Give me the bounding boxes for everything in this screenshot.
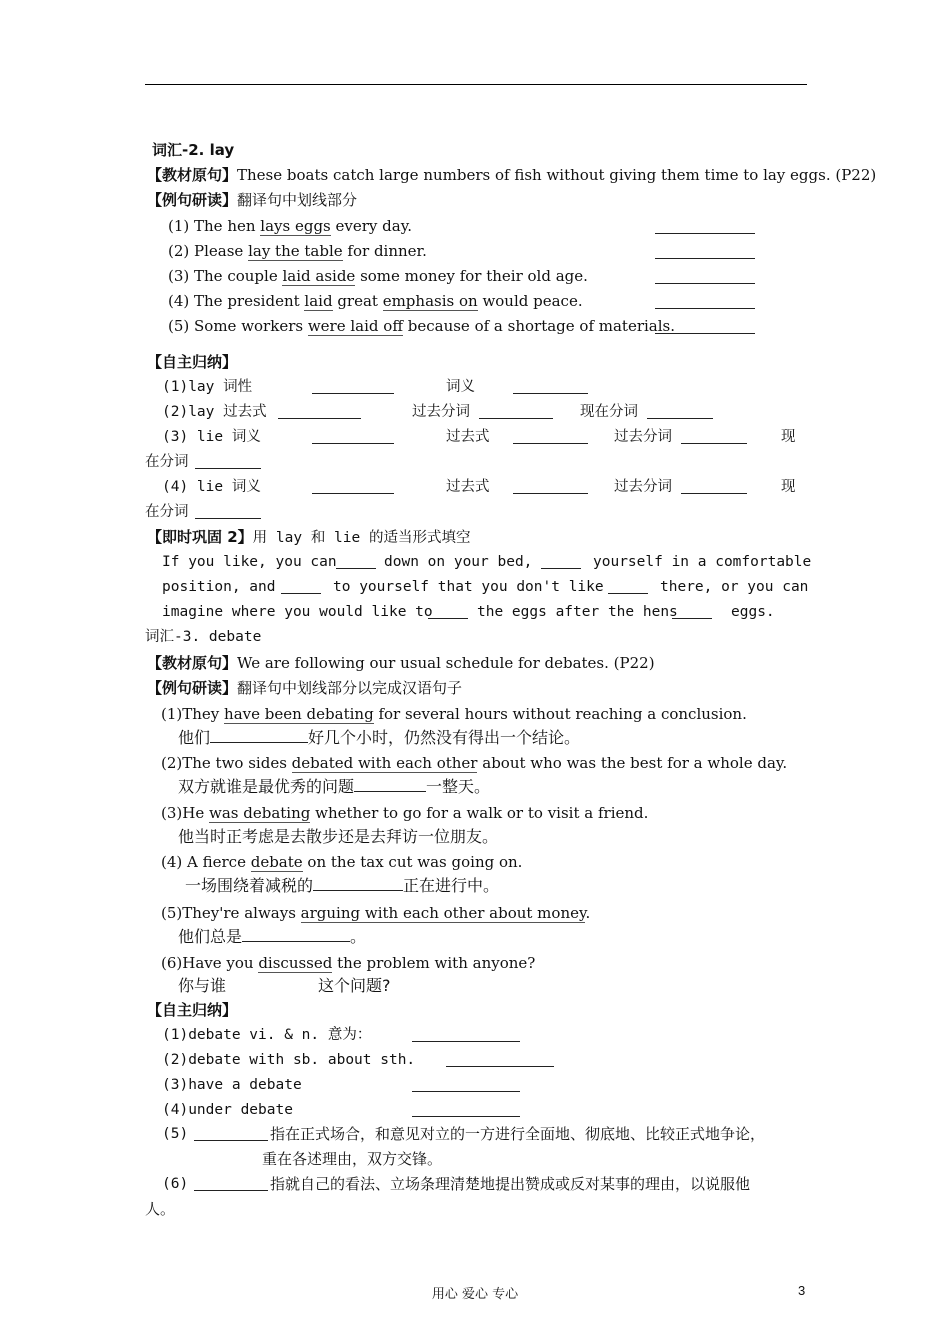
lay-example-2: (2) Please lay the table for dinner.	[168, 242, 427, 260]
answer-blank-1[interactable]	[655, 233, 755, 234]
summary-lie-3b: 过去式	[446, 429, 490, 445]
debate-example-5-en: (5)They're always arguing with each other about money.	[161, 904, 591, 922]
summary-debate-3: (3)have a debate	[162, 1077, 302, 1093]
summary-lie-4d: 现	[781, 479, 796, 495]
cn-blank-5[interactable]	[242, 927, 350, 942]
summary-lay-1a: (1)lay 词性	[162, 379, 253, 395]
summary-lie-4a: (4) lie 词义	[162, 479, 261, 495]
blank-lie-meaning-1[interactable]	[312, 443, 394, 444]
practice-line3c: eggs.	[731, 604, 775, 620]
answer-blank-4[interactable]	[655, 308, 755, 309]
summary-lie-3e: 在分词	[145, 454, 189, 470]
summary-lay-2b: 过去分词	[412, 404, 470, 420]
source-sentence-lay	[147, 165, 876, 185]
practice-blank-6[interactable]	[672, 618, 712, 619]
practice-blank-1[interactable]	[336, 568, 376, 569]
practice-blank-3[interactable]	[281, 593, 321, 594]
blank-lay-pos[interactable]	[312, 393, 394, 394]
practice-label: 【即时巩固 2】	[147, 528, 253, 546]
summary-lay-2c: 现在分词	[580, 404, 638, 420]
blank-lie-meaning-2[interactable]	[312, 493, 394, 494]
header-rule	[145, 84, 807, 85]
summary-lie-3a: (3) lie 词义	[162, 429, 261, 445]
summary-lie-4c: 过去分词	[614, 479, 672, 495]
blank-lay-past[interactable]	[278, 418, 361, 419]
practice-line1b: down on your bed,	[384, 554, 533, 570]
lay-example-1: (1) The hen lays eggs every day.	[168, 217, 412, 235]
summary-lay-1b: 词义	[446, 379, 475, 395]
page-number: 3	[798, 1283, 806, 1298]
debate-example-3-en: (3)He was debating whether to go for a walk or to visit a friend.	[161, 804, 649, 822]
debate-example-3-cn: 他当时正考虑是去散步还是去拜访一位朋友。	[178, 827, 499, 846]
example-heading-debate: 【例句研读】翻译句中划线部分以完成汉语句子	[147, 679, 463, 697]
summary-debate-6-num: (6)	[162, 1176, 189, 1192]
practice-line3b: the eggs after the hens	[477, 604, 678, 620]
practice-line2b: to yourself that you don't like	[333, 579, 604, 595]
page-footer: 用心 爱心 专心	[431, 1287, 519, 1302]
summary-debate-6-cont: 人。	[145, 1200, 176, 1218]
blank-lie-presp-1[interactable]	[195, 468, 261, 469]
blank-debate-5[interactable]	[194, 1140, 268, 1141]
debate-example-2-en: (2)The two sides debated with each other about who was the best for a whole day.	[161, 754, 788, 772]
section-title-lay: 词汇-2. lay	[152, 141, 235, 159]
practice-line1a: If you like, you can	[162, 554, 337, 570]
debate-example-4-cn: 一场围绕着减税的 正在进行中。	[185, 876, 500, 895]
answer-blank-3[interactable]	[655, 283, 755, 284]
debate-example-1-cn: 他们 好几个小时，仍然没有得出一个结论。	[178, 728, 581, 747]
blank-lie-past-2[interactable]	[513, 493, 588, 494]
practice-line3a: imagine where you would like to	[162, 604, 433, 620]
debate-example-6-en: (6)Have you discussed the problem with anyone?	[161, 954, 536, 972]
blank-lay-presp[interactable]	[647, 418, 713, 419]
cn-blank-1[interactable]	[210, 728, 308, 743]
summary-lie-3c: 过去分词	[614, 429, 672, 445]
lay-example-3: (3) The couple laid aside some money for their old age.	[168, 267, 588, 285]
summary-lie-3d: 现	[781, 429, 796, 445]
summary-debate-5-text: 指在正式场合，和意见对立的一方进行全面地、彻底地、比较正式地争论，	[270, 1125, 766, 1143]
summary-lie-4e: 在分词	[145, 504, 189, 520]
source-sentence-debate: 【教材原句】We are following our usual schedule for debates. (P22)	[147, 654, 655, 672]
summary-debate-5-cont: 重在各述理由，双方交锋。	[262, 1150, 443, 1168]
practice-line2c: there, or you can	[660, 579, 809, 595]
debate-example-6-cn: 你与谁 这个问题?	[178, 976, 391, 995]
section-title-debate: 词汇-3. debate	[145, 629, 262, 645]
lay-example-4: (4) The president laid great emphasis on would peace.	[168, 292, 583, 310]
answer-blank-5[interactable]	[655, 333, 755, 334]
blank-debate-6[interactable]	[194, 1190, 268, 1191]
practice-blank-4[interactable]	[608, 593, 648, 594]
source-text: These boats catch large numbers of fish without giving them time to lay eggs. (P22)	[237, 166, 877, 184]
blank-lie-presp-2[interactable]	[195, 518, 261, 519]
summary-label-debate: 【自主归纳】	[147, 1001, 238, 1019]
practice-line1c: yourself in a comfortable	[593, 554, 812, 570]
practice-blank-5[interactable]	[428, 618, 468, 619]
summary-lay-2a: (2)lay 过去式	[162, 404, 267, 420]
blank-lie-past-1[interactable]	[513, 443, 588, 444]
cn-blank-2[interactable]	[354, 777, 426, 792]
blank-debate-1[interactable]	[412, 1041, 520, 1042]
cn-blank-4[interactable]	[313, 876, 403, 891]
practice-instruction: 用 lay 和 lie 的适当形式填空	[252, 530, 471, 546]
debate-example-2-cn: 双方就谁是最优秀的问题 一整天。	[178, 777, 491, 796]
source-label: 【教材原句】	[147, 166, 238, 184]
blank-lay-meaning[interactable]	[513, 393, 588, 394]
blank-lay-pp[interactable]	[479, 418, 553, 419]
debate-example-1-en: (1)They have been debating for several hours without reaching a conclusion.	[161, 705, 747, 723]
summary-debate-5-num: (5)	[162, 1126, 189, 1142]
example-label: 【例句研读】	[147, 191, 238, 209]
lay-example-5: (5) Some workers were laid off because of a shortage of materials.	[168, 317, 676, 335]
practice-heading	[147, 527, 470, 548]
summary-debate-1: (1)debate vi. & n. 意为：	[162, 1027, 372, 1043]
summary-debate-2: (2)debate with sb. about sth.	[162, 1052, 416, 1068]
summary-label-lay: 【自主归纳】	[147, 353, 238, 371]
answer-blank-2[interactable]	[655, 258, 755, 259]
practice-line2a: position, and	[162, 579, 276, 595]
debate-example-5-cn: 他们总是 。	[178, 927, 367, 946]
practice-blank-2[interactable]	[541, 568, 581, 569]
blank-debate-2[interactable]	[446, 1066, 554, 1067]
example-instruction: 翻译句中划线部分	[237, 191, 358, 209]
summary-debate-6-text: 指就自己的看法、立场条理清楚地提出赞成或反对某事的理由，以说服他	[270, 1175, 751, 1193]
debate-example-4-en: (4) A fierce debate on the tax cut was going on.	[161, 853, 523, 871]
blank-debate-3[interactable]	[412, 1091, 520, 1092]
summary-debate-4: (4)under debate	[162, 1102, 293, 1118]
summary-lie-4b: 过去式	[446, 479, 490, 495]
example-heading-lay	[147, 190, 357, 210]
blank-lie-pp-1[interactable]	[681, 443, 747, 444]
blank-debate-4[interactable]	[412, 1116, 520, 1117]
blank-lie-pp-2[interactable]	[681, 493, 747, 494]
